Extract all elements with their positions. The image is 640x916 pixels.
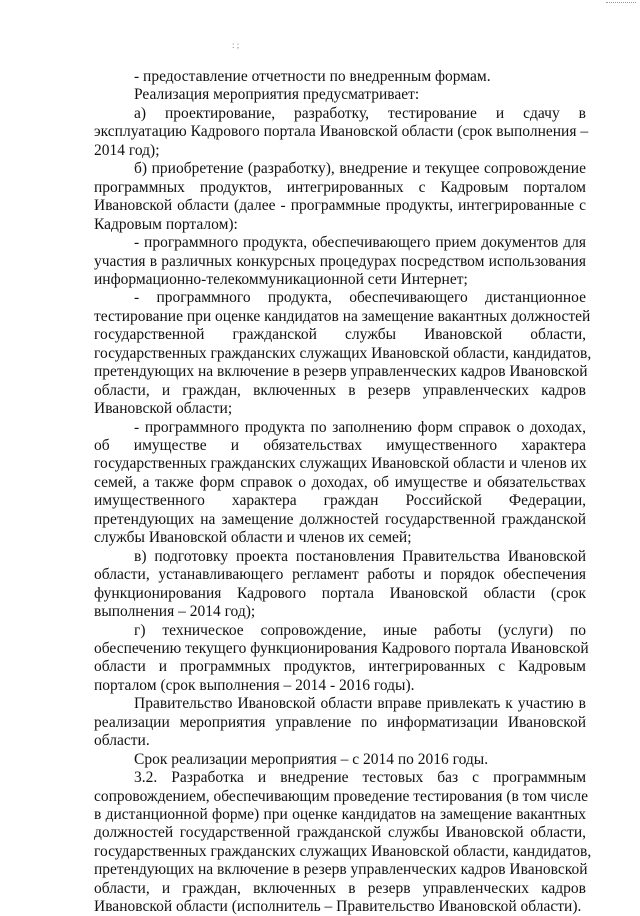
text-line: области, и граждан, включенных в резерв управленческих кадров: [94, 381, 586, 399]
text-line: государственной гражданской службы Ивановской области,: [94, 326, 586, 344]
text-line: государственных гражданских служащих Ивановской области, кандидатов,: [94, 842, 592, 860]
text-line: - предоставление отчетности по внедренным формам.: [134, 68, 491, 85]
text-line: претендующих на включение в резерв управленческих кадров Ивановской: [94, 363, 588, 381]
text-line: имущественного характера граждан Российской Федерации,: [94, 492, 586, 510]
text-line: - программного продукта, обеспечивающего дистанционное: [134, 289, 586, 307]
text-line: Реализация мероприятия предусматривает:: [134, 86, 420, 104]
text-line: б) приобретение (разработку), внедрение и текущее сопровождение: [134, 160, 586, 178]
text-line: Кадровым порталом):: [94, 215, 238, 233]
text-line: программных продуктов, интегрированных с Кадровым порталом: [94, 178, 586, 196]
text-line: обеспечению текущего функционирования Кадрового портала Ивановской: [94, 639, 589, 657]
text-line: порталом (срок выполнения – 2014 - 2016 годы).: [94, 676, 415, 694]
text-line: государственных гражданских служащих Ивановской области и членов их: [94, 455, 587, 473]
text-line: в дистанционной форме) при оценке кандидатов на замещение вакантных: [94, 806, 586, 823]
text-line: области и программных продуктов, интегрированных с Кадровым: [94, 658, 586, 676]
text-line: области, и граждан, включенных в резерв управленческих кадров: [94, 879, 586, 897]
text-line: а) проектирование, разработку, тестирование и сдачу в: [134, 104, 586, 122]
text-line: тестирование при оценке кандидатов на замещение вакантных должностей: [94, 307, 591, 325]
text-line: в) подготовку проекта постановления Правительства Ивановской: [134, 547, 586, 565]
scan-corner-mark: [606, 2, 636, 9]
text-line: государственных гражданских служащих Ивановской области, кандидатов,: [94, 344, 592, 362]
text-line: области.: [94, 732, 150, 750]
text-line: 3.2. Разработка и внедрение тестовых баз с программным: [134, 769, 586, 787]
text-line: претендующих на включение в резерв управленческих кадров Ивановской: [94, 861, 588, 879]
text-line: Ивановской области;: [94, 400, 233, 418]
text-line: эксплуатацию Кадрового портала Ивановской области (срок выполнения –: [94, 123, 589, 141]
text-line: функционирования Кадрового портала Ивановской области (срок: [94, 584, 586, 602]
text-line: семей, а также форм справок о доходах, об имуществе и обязательствах: [94, 473, 586, 491]
text-line: Срок реализации мероприятия – с 2014 по 2016 годы.: [134, 750, 489, 768]
text-line: 2014 год);: [94, 141, 160, 159]
text-line: информационно-телекоммуникационной сети Интернет;: [94, 270, 468, 288]
scan-top-mark: : ;: [232, 40, 240, 50]
text-line: Ивановской области (исполнитель – Правительство Ивановской области).: [94, 898, 582, 916]
text-line: - программного продукта, обеспечивающего прием документов для: [134, 234, 586, 252]
text-line: об имуществе и обязательствах имущественного характера: [94, 437, 586, 454]
text-line: сопровождением, обеспечивающим проведение тестирования (в том числе: [94, 787, 588, 805]
text-line: - программного продукта по заполнению форм справок о доходах,: [134, 418, 586, 436]
text-line: Правительство Ивановской области вправе привлекать к участию в: [134, 695, 586, 713]
text-line: реализации мероприятия управление по информатизации Ивановской: [94, 713, 586, 731]
text-line: службы Ивановской области и членов их семей;: [94, 529, 412, 547]
text-line: области, устанавливающего регламент работы и порядок обеспечения: [94, 566, 586, 584]
text-line: г) техническое сопровождение, иные работы (услуги) по: [134, 621, 586, 639]
text-line: претендующих на замещение должностей государственной гражданской: [94, 510, 586, 528]
text-line: должностей государственной гражданской службы Ивановской области,: [94, 824, 586, 842]
text-line: выполнения – 2014 год);: [94, 603, 256, 621]
text-line: участия в различных конкурсных процедурах посредством использования: [94, 252, 586, 270]
text-line: Ивановской области (далее - программные продукты, интегрированные с: [94, 197, 586, 215]
